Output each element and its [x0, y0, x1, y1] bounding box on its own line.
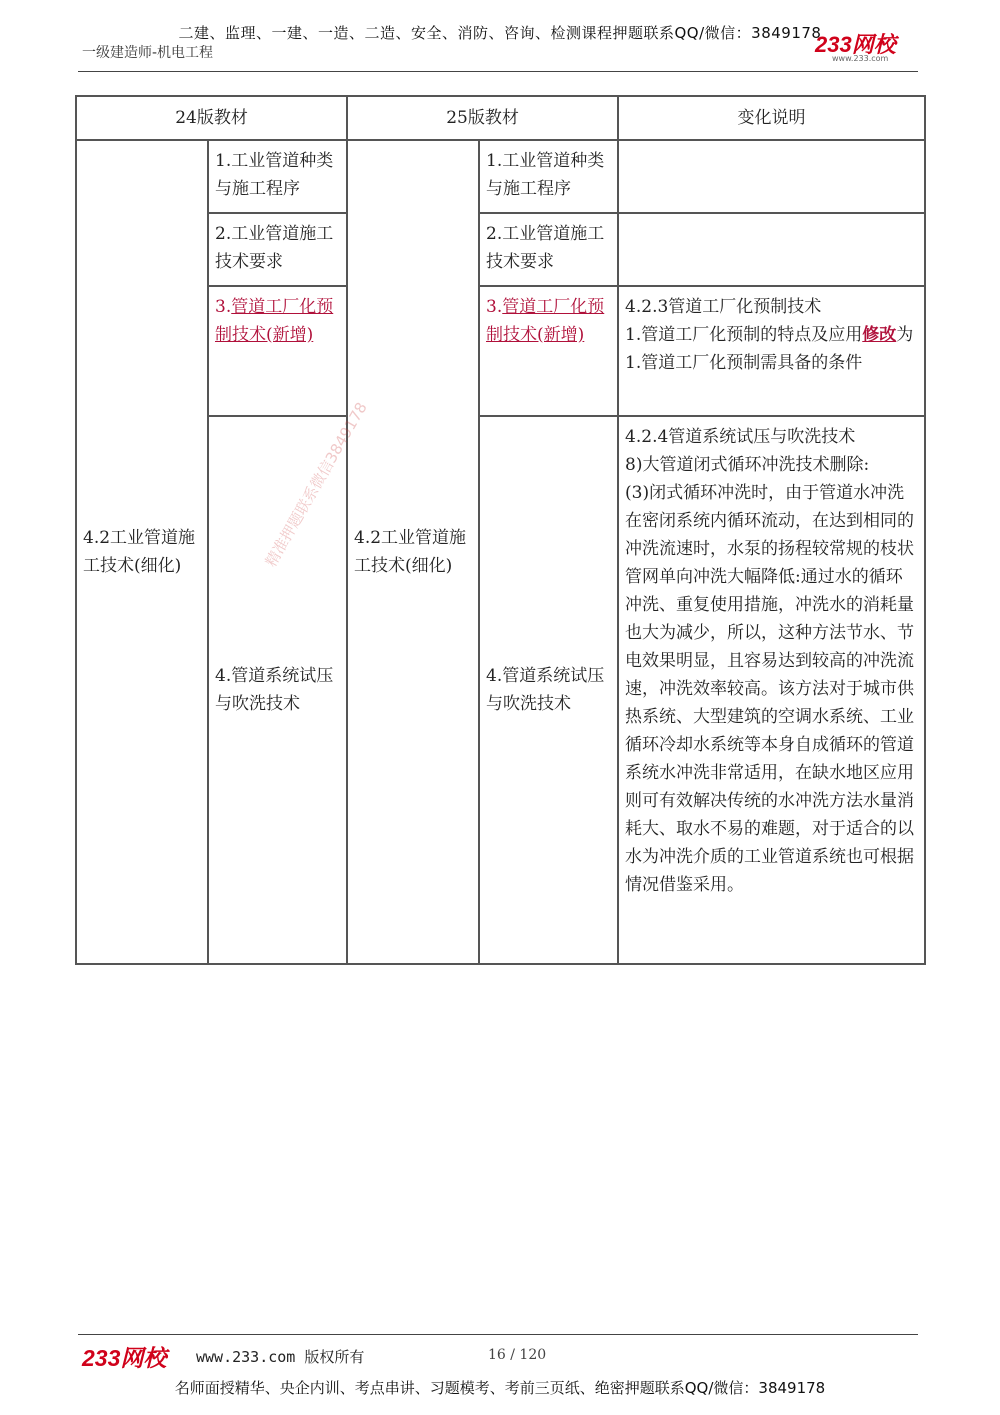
change-post: 为1.管道工厂化预制需具备的条件	[625, 325, 914, 373]
header-rule	[78, 71, 918, 72]
change-detail	[625, 321, 918, 377]
logo-url: www.233.com	[832, 54, 889, 63]
change-title: 4.2.4管道系统试压与吹洗技术	[625, 427, 856, 447]
footer-banner: 名师面授精华、央企内训、考点串讲、习题模考、考前三页纸、绝密押题联系QQ/微信：3849178	[174, 1379, 826, 1397]
footer-site: www.233.com 版权所有	[196, 1348, 365, 1366]
item-24: 4.管道系统试压与吹洗技术	[208, 416, 347, 964]
section-25: 4.2工业管道施工技术(细化)	[347, 140, 479, 964]
new-item-link[interactable]: 管道工厂化预制技术(新增)	[486, 297, 605, 345]
item-25: 4.管道系统试压与吹洗技术	[479, 416, 618, 964]
page-number: 16 / 120	[488, 1347, 547, 1363]
item-prefix: 3.	[486, 297, 503, 317]
item-24: 2.工业管道施工技术要求	[208, 213, 347, 286]
change-pre: 1.管道工厂化预制的特点及应用	[625, 325, 863, 345]
item-prefix: 3.	[215, 297, 232, 317]
logo-text: 网校	[851, 32, 896, 57]
change-note	[618, 416, 925, 964]
item-25	[479, 286, 618, 416]
item-25: 2.工业管道施工技术要求	[479, 213, 618, 286]
change-note	[618, 213, 925, 286]
header-24: 24版教材	[76, 96, 347, 140]
comparison-table	[75, 95, 926, 965]
change-mark: 修改	[862, 325, 897, 345]
item-24: 1.工业管道种类与施工程序	[208, 140, 347, 213]
change-subtitle: 8)大管道闭式循环冲洗技术删除:	[625, 455, 870, 475]
logo-text: 网校	[120, 1345, 167, 1371]
item-24	[208, 286, 347, 416]
change-note	[618, 140, 925, 213]
table-header-row	[76, 96, 925, 140]
header-change: 变化说明	[618, 96, 925, 140]
change-body: (3)闭式循环冲洗时，由于管道水冲洗在密闭系统内循环流动，在达到相同的冲洗流速时，水泵的扬程较常规的枝状管网单向冲洗大幅降低:通过水的循环冲洗、重复使用措施，冲洗水的消耗量也大为减少，所以，这种方法节水、节电效果明显，且容易达到较高的冲洗流速，冲洗效率较高。该方法对于城市供热系统、大型建筑的空调水系统、工业循环冷却水系统等本身自成循环的管道系统水冲洗非常适用，在缺水地区应用则可有效解决传统的水冲洗方法水量消耗大、取水不易的难题，对于适合的以水为冲洗介质的工业管道系统也可根据情况借鉴采用。	[625, 483, 915, 895]
new-item-link[interactable]: 管道工厂化预制技术(新增)	[215, 297, 334, 345]
logo-number: 233	[82, 1345, 121, 1371]
header-banner: 二建、监理、一建、一造、二造、安全、消防、咨询、检测课程押题联系QQ/微信：3849178	[178, 24, 822, 42]
logo-number: 233	[815, 32, 852, 57]
header-25: 25版教材	[347, 96, 618, 140]
change-title: 4.2.3管道工厂化预制技术	[625, 297, 822, 317]
table-row	[76, 140, 925, 213]
watermark: 精准押题联系微信3849178	[261, 399, 371, 570]
item-25: 1.工业管道种类与施工程序	[479, 140, 618, 213]
footer-rule	[78, 1334, 918, 1335]
section-24: 4.2工业管道施工技术(细化)	[76, 140, 208, 964]
doc-subtitle: 一级建造师-机电工程	[82, 45, 214, 61]
change-note	[618, 286, 925, 416]
footer-logo[interactable]	[82, 1340, 166, 1373]
